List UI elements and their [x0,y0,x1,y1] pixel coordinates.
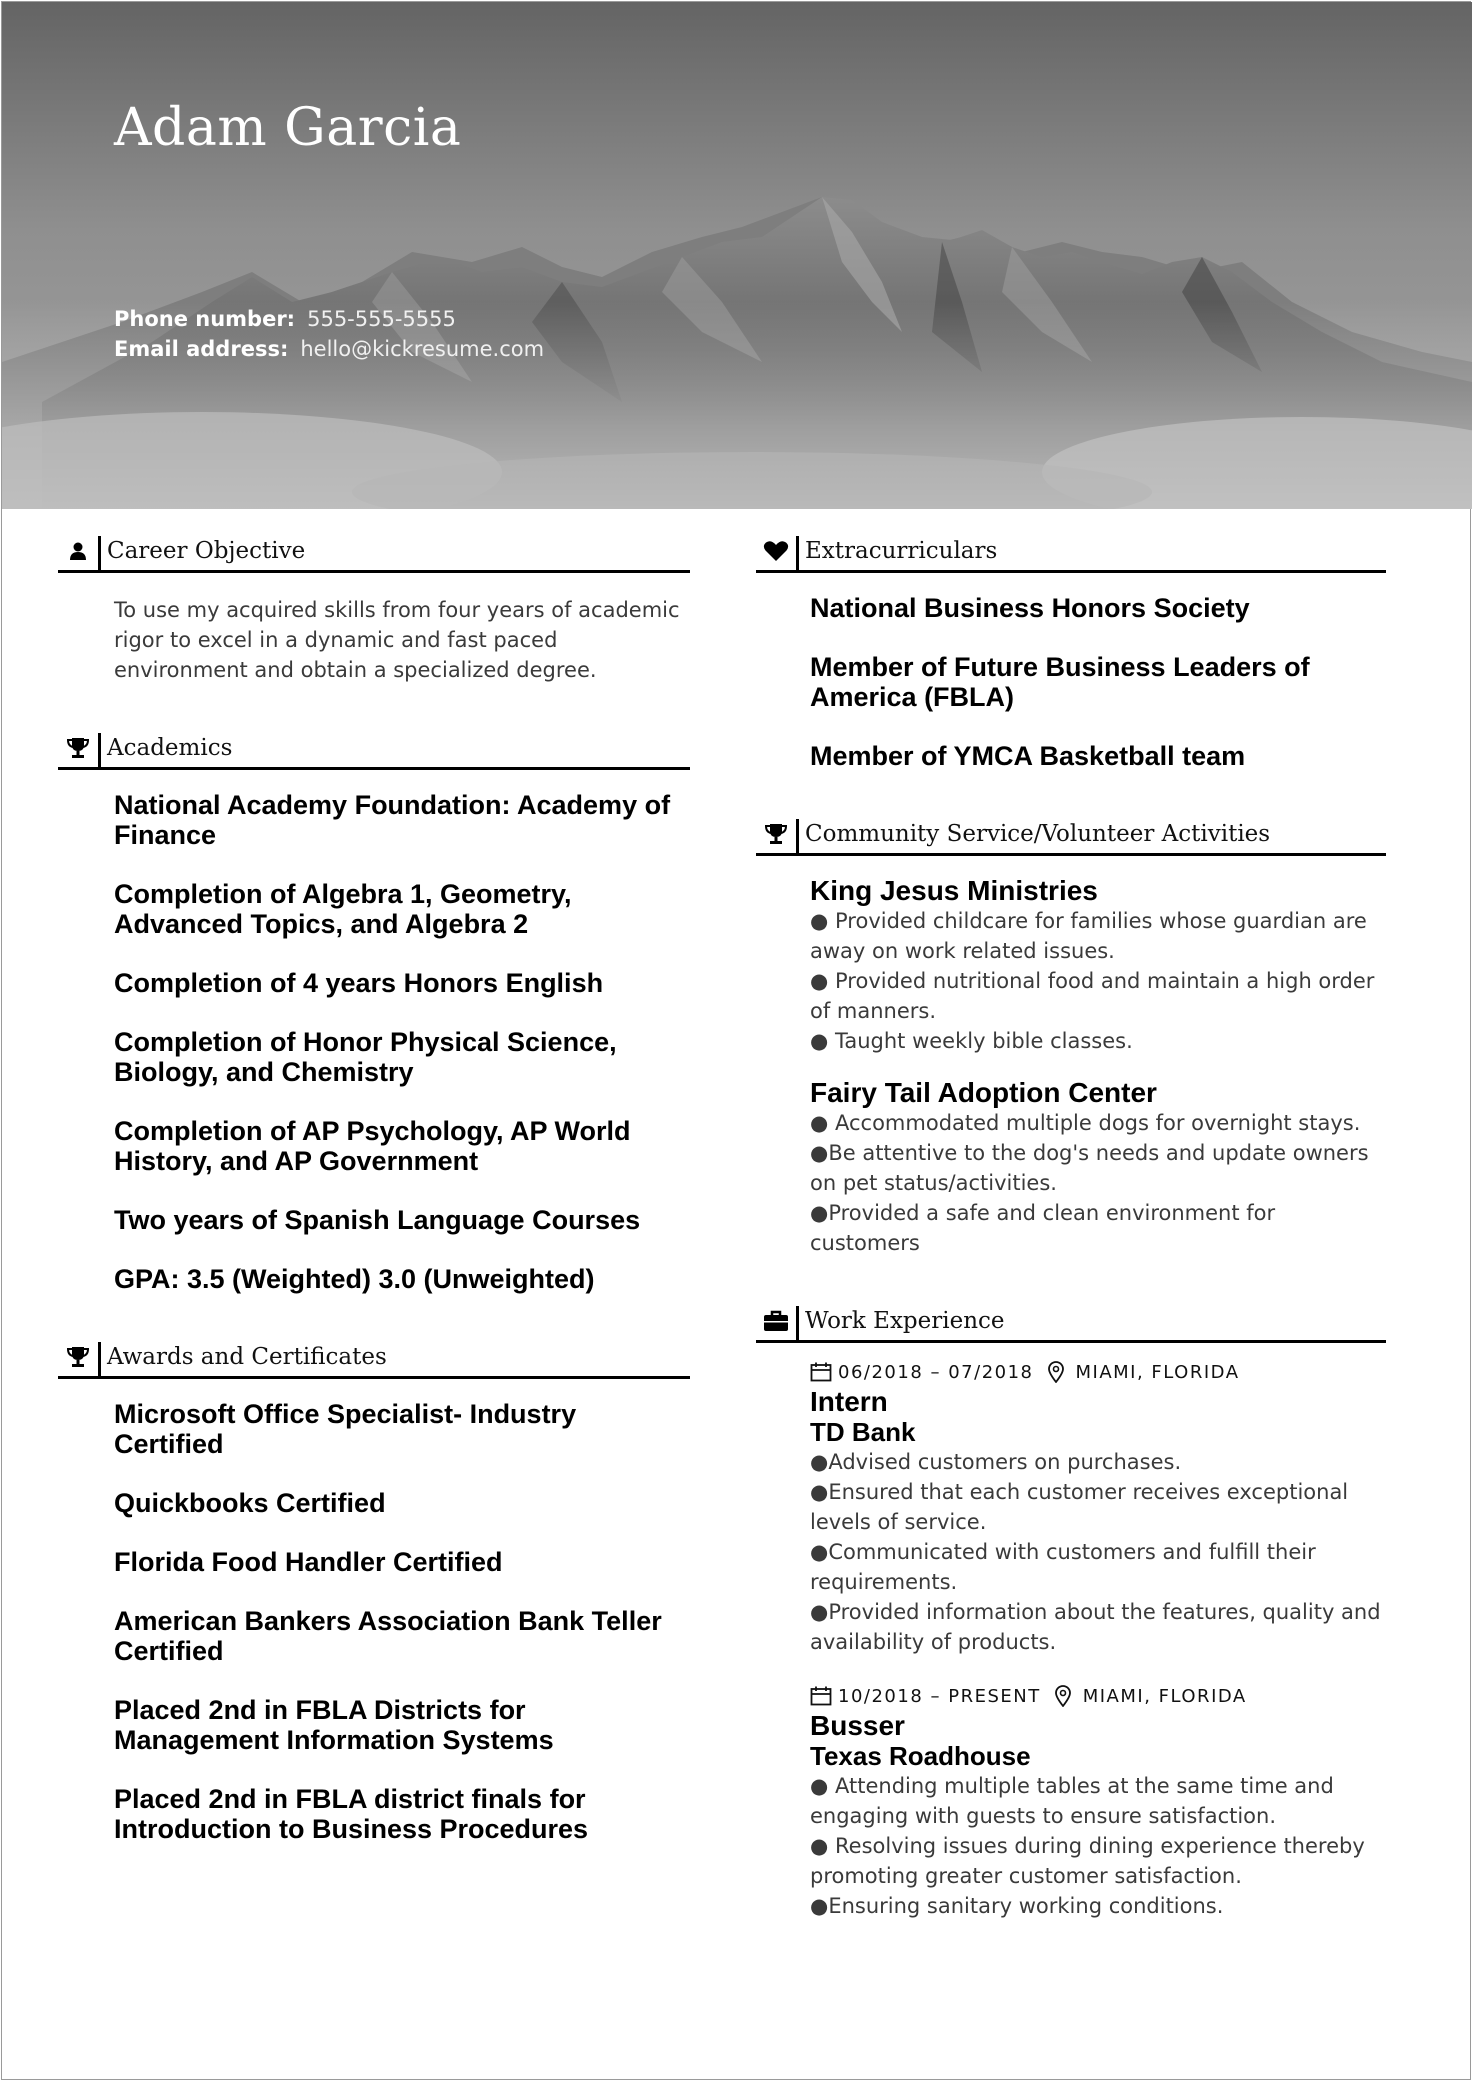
bullet-item: ●Provided information about the features, quality and availability of products. [810,1600,1381,1654]
heart-icon [756,540,796,562]
briefcase-icon [756,1310,796,1332]
work-location: MIAMI, FLORIDA [1075,1361,1240,1383]
section-divider [796,819,799,853]
academic-item: National Academy Foundation: Academy of Finance [114,790,671,850]
section-title: Work Experience [805,1308,1005,1334]
academic-item: Two years of Spanish Language Courses [114,1205,641,1235]
organization-name: Fairy Tail Adoption Center [810,1077,1157,1108]
calendar-icon [810,1686,832,1706]
section-header [756,1302,1386,1343]
section-divider [98,1342,101,1376]
award-item: Placed 2nd in FBLA Districts for Management Information Systems [114,1695,554,1755]
location-pin-icon [1048,1361,1064,1383]
work-meta [810,1357,1386,1387]
award-item: Microsoft Office Specialist- Industry Certified [114,1399,577,1459]
bullet-item: ●Ensured that each customer receives exceptional levels of service. [810,1480,1349,1534]
phone-label: Phone number: [114,307,296,331]
email-label: Email address: [114,337,289,361]
left-column [58,532,690,1888]
career-objective-section [58,532,690,685]
career-objective-text: To use my acquired skills from four years of academic rigor to excel in a dynamic and fast paced environment and obtain a specialized degree. [114,598,680,682]
work-dates: 06/2018 – 07/2018 [838,1361,1034,1383]
job-role: Busser [810,1710,905,1741]
work-location: MIAMI, FLORIDA [1082,1685,1247,1707]
community-service-section [756,815,1386,1258]
bullet-item: ●Ensuring sanitary working conditions. [810,1894,1224,1918]
extracurriculars-section [756,532,1386,771]
bullet-item: ● Accommodated multiple dogs for overnight stays. [810,1111,1361,1135]
bullet-item: ● Provided nutritional food and maintain a high order of manners. [810,969,1375,1023]
right-column [756,532,1386,1965]
email-row [114,334,544,364]
section-title: Career Objective [107,538,306,564]
bullet-item: ●Advised customers on purchases. [810,1450,1182,1474]
job-role: Intern [810,1386,888,1417]
extracurricular-item: Member of Future Business Leaders of America (FBLA) [810,652,1310,712]
section-header [756,815,1386,856]
work-meta [810,1681,1386,1711]
academic-item: Completion of 4 years Honors English [114,968,604,998]
section-header [58,729,690,770]
academic-item: Completion of Honor Physical Science, Biology, and Chemistry [114,1027,617,1087]
section-title: Awards and Certificates [107,1344,387,1370]
trophy-icon [58,736,98,760]
bullet-item: ●Be attentive to the dog's needs and update owners on pet status/activities. [810,1141,1369,1195]
phone-row [114,304,544,334]
section-title: Extracurriculars [805,538,998,564]
bullet-item: ● Provided childcare for families whose guardian are away on work related issues. [810,909,1367,963]
company-name: Texas Roadhouse [810,1741,1031,1771]
company-name: TD Bank [810,1417,916,1447]
resume-header [2,2,1472,509]
work-entry [810,1357,1386,1657]
section-divider [98,733,101,767]
bullet-item: ● Resolving issues during dining experience thereby promoting greater customer satisfaction. [810,1834,1365,1888]
academics-section [58,729,690,1294]
bullet-item: ●Communicated with customers and fulfill their requirements. [810,1540,1316,1594]
extracurricular-item: Member of YMCA Basketball team [810,741,1246,771]
candidate-name: Adam Garcia [114,98,462,158]
section-divider [796,536,799,570]
phone-value: 555-555-5555 [307,307,456,331]
awards-section [58,1338,690,1844]
mountain-background-image [2,2,1472,509]
bullet-item: ● Taught weekly bible classes. [810,1029,1133,1053]
work-entry [810,1681,1386,1921]
bullet-item: ●Provided a safe and clean environment for customers [810,1201,1276,1255]
extracurricular-item: National Business Honors Society [810,593,1250,623]
calendar-icon [810,1362,832,1382]
organization-name: King Jesus Ministries [810,875,1098,906]
section-header [756,532,1386,573]
location-pin-icon [1055,1685,1071,1707]
academic-item: Completion of Algebra 1, Geometry, Advanced Topics, and Algebra 2 [114,879,572,939]
award-item: Florida Food Handler Certified [114,1547,503,1577]
email-value: hello@kickresume.com [300,337,545,361]
section-title: Community Service/Volunteer Activities [805,821,1271,847]
academic-item: Completion of AP Psychology, AP World History, and AP Government [114,1116,631,1176]
section-divider [98,536,101,570]
community-entry [810,1078,1386,1258]
work-experience-section [756,1302,1386,1921]
section-divider [796,1306,799,1340]
work-dates: 10/2018 – PRESENT [838,1685,1041,1707]
section-header [58,532,690,573]
section-title: Academics [107,735,233,761]
award-item: Placed 2nd in FBLA district finals for Introduction to Business Procedures [114,1784,589,1844]
trophy-icon [756,822,796,846]
bullet-item: ● Attending multiple tables at the same time and engaging with guests to ensure satisfaction. [810,1774,1334,1828]
award-item: American Bankers Association Bank Teller Certified [114,1606,662,1666]
person-icon [58,541,98,561]
section-header [58,1338,690,1379]
contact-info [114,304,544,364]
academic-item: GPA: 3.5 (Weighted) 3.0 (Unweighted) [114,1264,595,1294]
award-item: Quickbooks Certified [114,1488,386,1518]
community-entry [810,876,1386,1056]
trophy-icon [58,1345,98,1369]
